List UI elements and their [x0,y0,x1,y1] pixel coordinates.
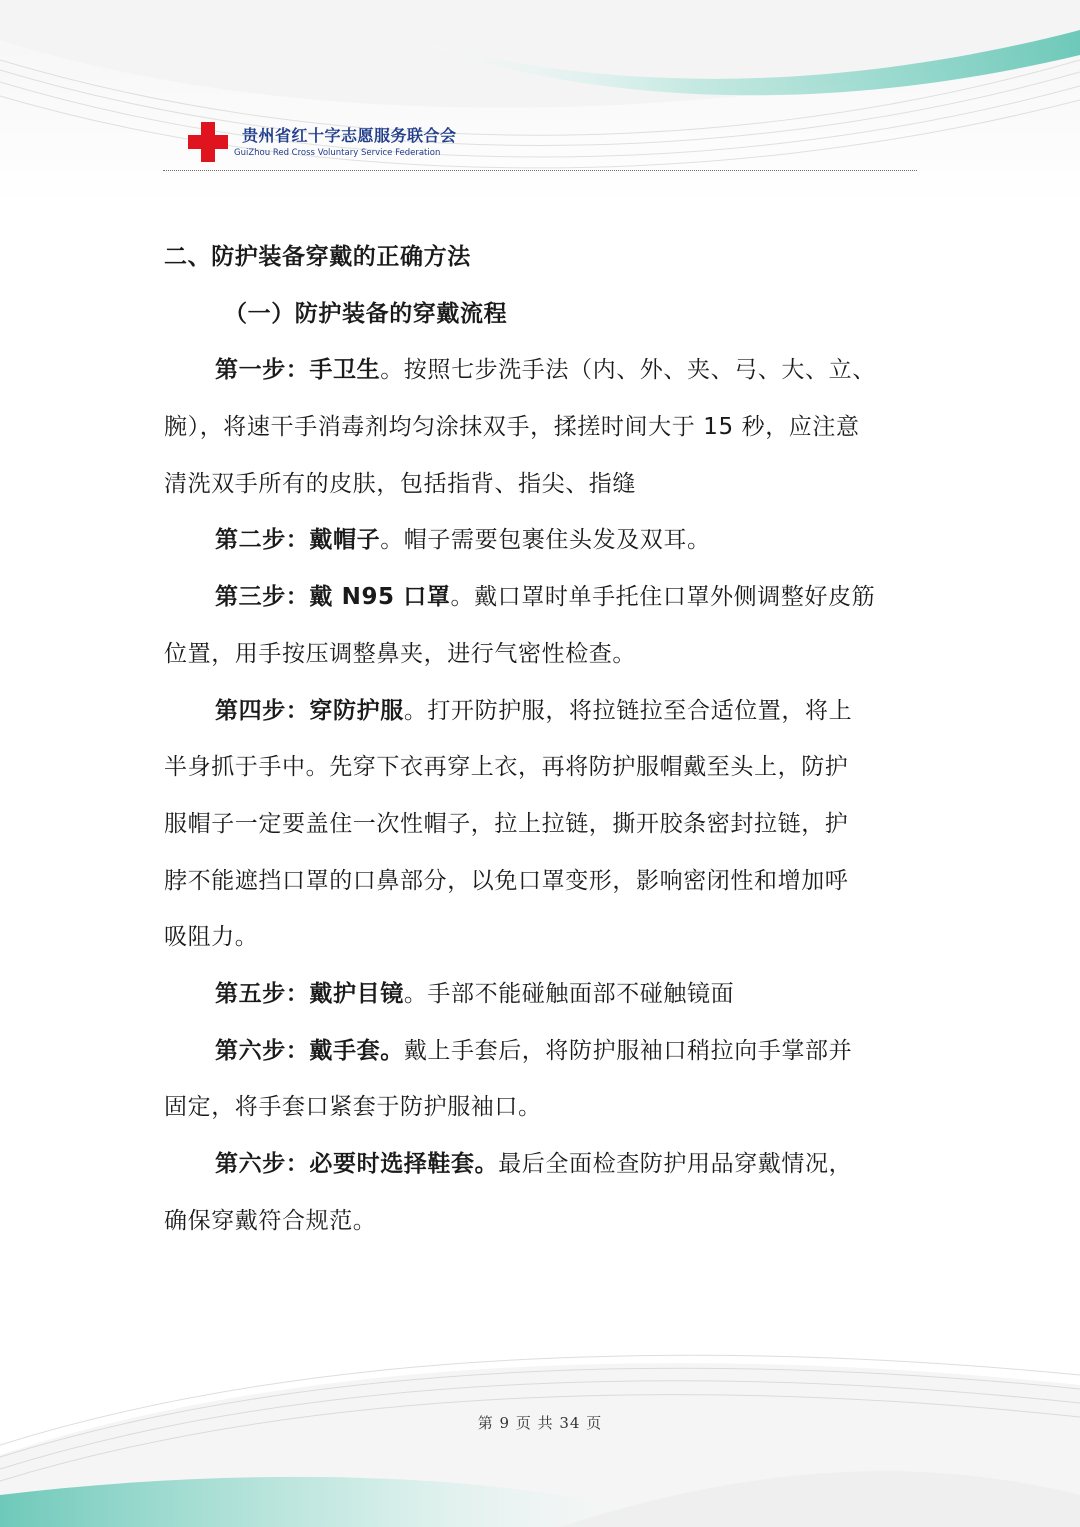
header-wave-decoration [0,0,1080,205]
footer-wave-decoration [0,1345,1080,1527]
organization-logo [188,120,488,164]
organization-name-cn: 贵州省红十字志愿服务联合会 [242,126,457,145]
step-3-cont: 位置，用手按压调整鼻夹，进行气密性检查。 [164,640,636,667]
organization-name-en: GuiZhou Red Cross Voluntary Service Federation [234,148,441,158]
step-5 [164,969,916,1026]
page-number: 第 9 页 共 34 页 [477,1414,603,1432]
step-4-cont: 服帽子一定要盖住一次性帽子，拉上拉链，撕开胶条密封拉链，护 [164,810,849,837]
step-7-cont: 确保穿戴符合规范。 [164,1207,377,1234]
step-6 [164,1026,916,1083]
red-cross-icon [188,122,228,162]
step-7 [164,1139,916,1196]
step-title: 第三步：戴 N95 口罩 [215,584,451,611]
step-text: 。戴口罩时单手托住口罩外侧调整好皮筋 [450,584,876,611]
step-text: 。打开防护服，将拉链拉至合适位置，将上 [403,697,853,724]
step-title: 第六步：戴手套。 [215,1037,404,1064]
step-text: 。帽子需要包裹住头发及双耳。 [380,527,711,554]
step-text: 。按照七步洗手法（内、外、夹、弓、大、立、 [380,357,876,384]
step-6-cont: 固定，将手套口紧套于防护服袖口。 [164,1094,542,1121]
step-title: 第六步：必要时选择鞋套。 [215,1151,499,1177]
subsection-heading: （一）防护装备的穿戴流程 [224,300,508,327]
header-divider [163,170,917,171]
step-title: 第一步：手卫生 [215,357,381,384]
document-body [164,232,916,1252]
step-3 [164,572,916,629]
step-4-cont: 吸阻力。 [164,924,259,951]
step-4-cont: 脖不能遮挡口罩的口鼻部分，以免口罩变形，影响密闭性和增加呼 [164,867,849,894]
step-1-cont: 清洗双手所有的皮肤，包括指背、指尖、指缝 [164,470,636,497]
step-text: 戴上手套后，将防护服袖口稍拉向手掌部并 [403,1037,853,1064]
step-title: 第四步：穿防护服 [215,697,404,724]
step-1 [164,345,916,402]
section-heading: 二、防护装备穿戴的正确方法 [164,244,471,270]
step-title: 第二步：戴帽子 [215,527,381,554]
step-text: 最后全面检查防护用品穿戴情况， [498,1151,853,1177]
step-1-cont: 腕），将速干手消毒剂均匀涂抹双手，揉搓时间大于 15 秒，应注意 [164,414,860,441]
step-title: 第五步：戴护目镜 [215,980,404,1007]
step-2 [164,515,916,572]
step-4-cont: 半身抓于手中。先穿下衣再穿上衣，再将防护服帽戴至头上，防护 [164,754,849,781]
step-text: 。手部不能碰触面部不碰触镜面 [403,980,735,1007]
step-4 [164,686,916,743]
